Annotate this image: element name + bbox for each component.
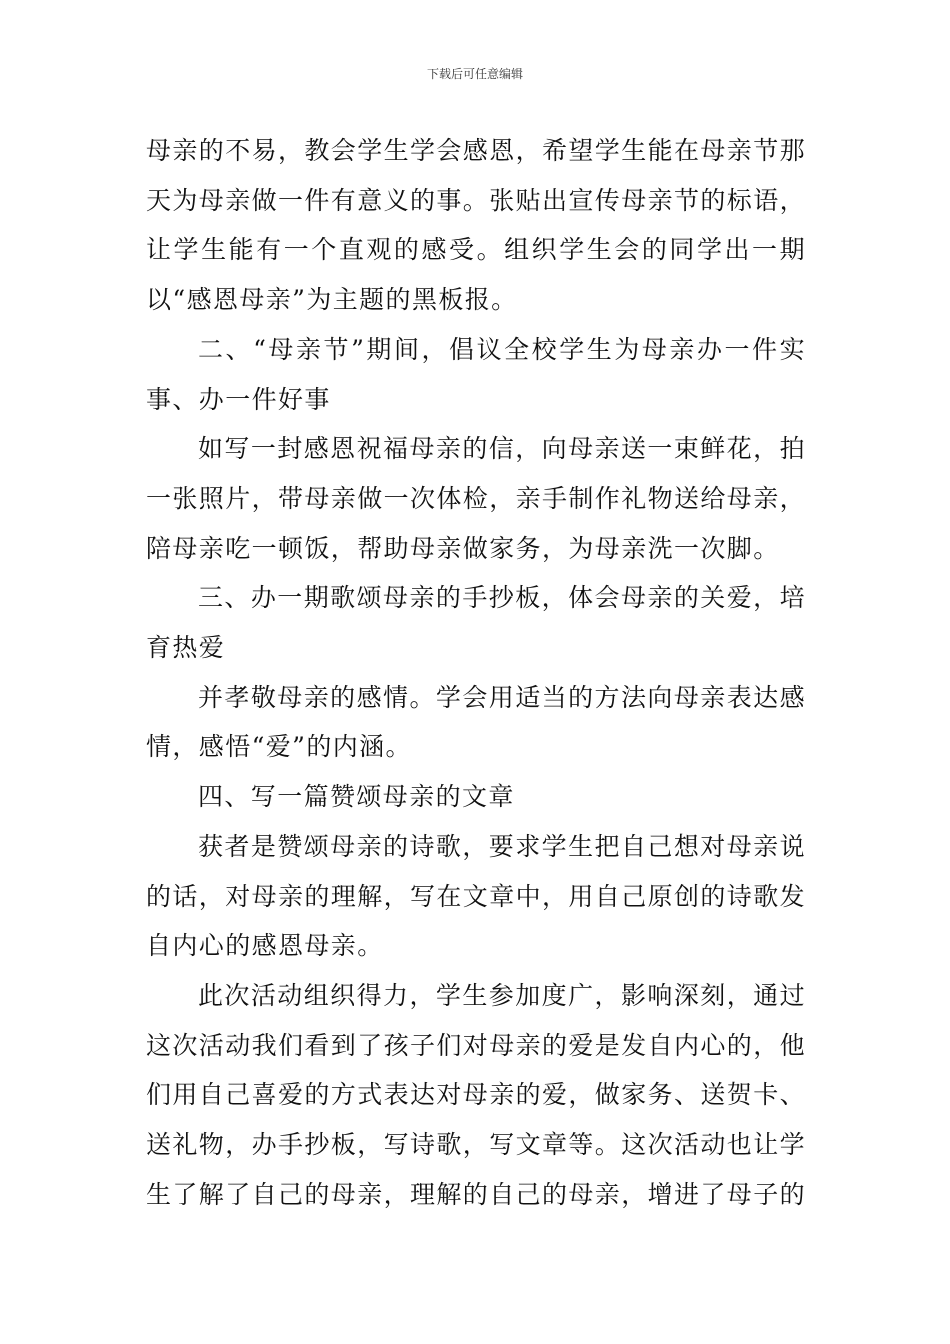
page-header-note: 下载后可任意编辑	[426, 67, 523, 81]
paragraph-2-heading: 二、“母亲节”期间，倡议全校学生为母亲办一件实事、办一件好事	[146, 334, 806, 414]
document-body	[146, 126, 806, 1219]
paragraph-6-heading: 四、写一篇赞颂母亲的文章	[198, 782, 515, 812]
paragraph-1: 母亲的不易，教会学生学会感恩，希望学生能在母亲节那天为母亲做一件有意义的事。张贴出宣传母亲节的标语，让学生能有一个直观的感受。组织学生会的同学出一期以“感恩母亲”为主题的黑板报。	[146, 136, 807, 315]
paragraph-7: 获者是赞颂母亲的诗歌，要求学生把自己想对母亲说的话，对母亲的理解，写在文章中，用自己原创的诗歌发自内心的感恩母亲。	[146, 831, 807, 961]
paragraph-8: 此次活动组织得力，学生参加度广，影响深刻，通过这次活动我们看到了孩子们对母亲的爱是发自内心的，他们用自己喜爱的方式表达对母亲的爱，做家务、送贺卡、送礼物，办手抄板，写诗歌，写文章等。这次活动也让学生了解了自己的母亲，理解的自己的母亲，增进了母子的	[146, 980, 807, 1209]
paragraph-4-heading: 三、办一期歌颂母亲的手抄板，体会母亲的关爱，培育热爱	[146, 583, 806, 663]
paragraph-5: 并孝敬母亲的感情。学会用适当的方法向母亲表达感情，感悟“爱”的内涵。	[146, 682, 806, 762]
paragraph-3: 如写一封感恩祝福母亲的信，向母亲送一束鲜花，拍一张照片，带母亲做一次体检，亲手制作礼物送给母亲，陪母亲吃一顿饭，帮助母亲做家务，为母亲洗一次脚。	[146, 434, 807, 563]
